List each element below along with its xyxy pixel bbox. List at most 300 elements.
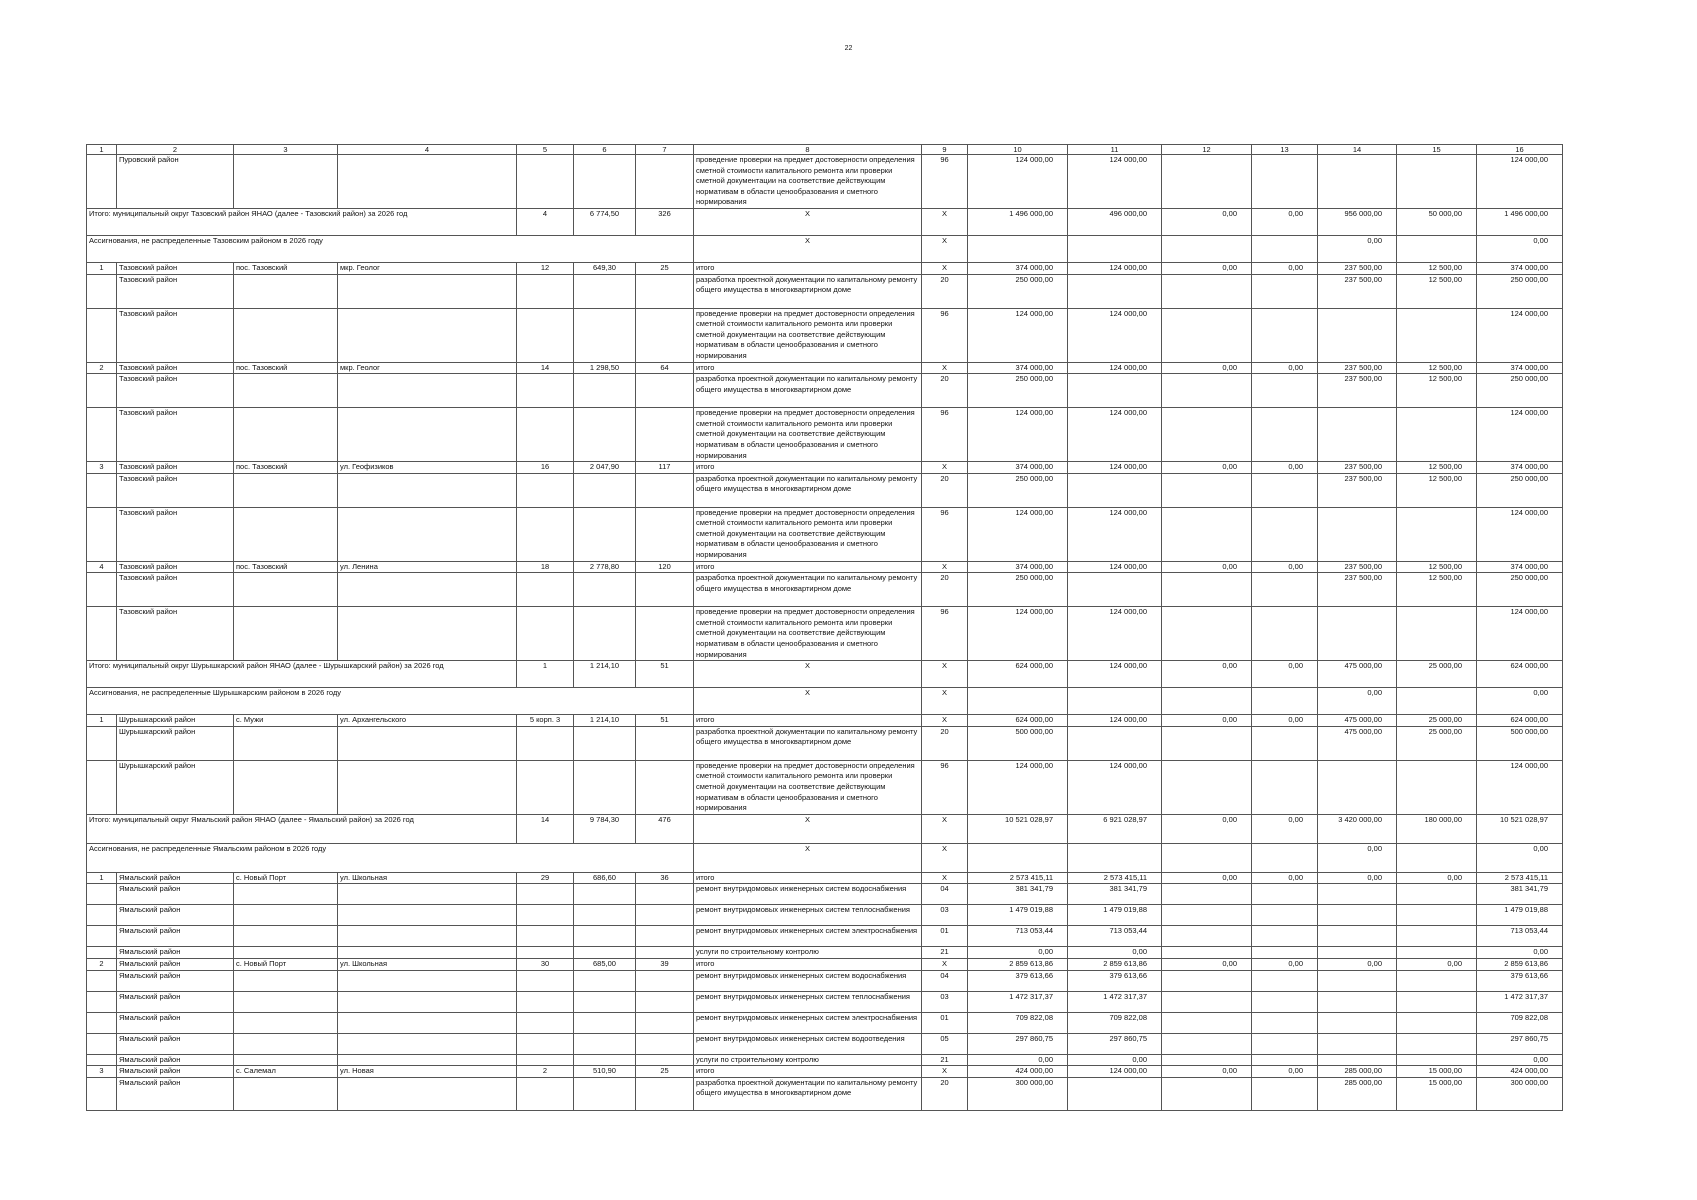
- cell-c4: [338, 991, 517, 1012]
- cell-c7: [636, 970, 694, 991]
- cell-c10: 381 341,79: [968, 884, 1068, 905]
- cell-c4: [338, 374, 517, 408]
- cell-c8: итого: [694, 362, 922, 374]
- cell-c11: 381 341,79: [1068, 884, 1162, 905]
- cell-c16: 300 000,00: [1477, 1077, 1563, 1110]
- cell-c5: [517, 1054, 574, 1066]
- cell-c1: [87, 573, 117, 607]
- cell-c3: [234, 607, 338, 661]
- cell-c6: 2 778,80: [574, 561, 636, 573]
- cell-c13: [1252, 926, 1318, 947]
- cell-c5: [517, 607, 574, 661]
- cell-c16: 250 000,00: [1477, 274, 1563, 308]
- cell-c10: [968, 843, 1068, 872]
- cell-c13: [1252, 374, 1318, 408]
- table-row: [87, 362, 1563, 374]
- cell-c11: 124 000,00: [1068, 715, 1162, 727]
- cell-c13: 0,00: [1252, 208, 1318, 235]
- cell-c13: [1252, 1077, 1318, 1110]
- cell-c16: 250 000,00: [1477, 473, 1563, 507]
- cell-label: Итого: муниципальный округ Ямальский район ЯНАО (далее - Ямальский район) за 2026 год: [87, 814, 517, 843]
- cell-c12: 0,00: [1162, 958, 1252, 970]
- cell-c10: 10 521 028,97: [968, 814, 1068, 843]
- cell-c13: [1252, 991, 1318, 1012]
- cell-c8: разработка проектной документации по капитальному ремонту общего имущества в многоквартирном доме: [694, 473, 922, 507]
- cell-c5: [517, 947, 574, 959]
- cell-c12: [1162, 926, 1252, 947]
- cell-c10: 250 000,00: [968, 573, 1068, 607]
- cell-c14: 237 500,00: [1318, 362, 1397, 374]
- cell-c10: 1 472 317,37: [968, 991, 1068, 1012]
- table-row: [87, 208, 1563, 235]
- cell-c10: 250 000,00: [968, 374, 1068, 408]
- cell-c6: 1 298,50: [574, 362, 636, 374]
- cell-c2: Тазовский район: [117, 374, 234, 408]
- cell-c11: [1068, 843, 1162, 872]
- cell-c16: 424 000,00: [1477, 1066, 1563, 1078]
- cell-c15: 15 000,00: [1397, 1066, 1477, 1078]
- cell-c15: [1397, 688, 1477, 715]
- cell-c9: X: [922, 661, 968, 688]
- table-row: [87, 274, 1563, 308]
- cell-c6: [574, 374, 636, 408]
- cell-c12: 0,00: [1162, 872, 1252, 884]
- cell-c4: [338, 905, 517, 926]
- cell-c9: X: [922, 462, 968, 474]
- cell-c15: 12 500,00: [1397, 262, 1477, 274]
- cell-label: Ассигнования, не распределенные Тазовским районом в 2026 году: [87, 235, 694, 262]
- cell-c3: [234, 947, 338, 959]
- cell-c11: 6 921 028,97: [1068, 814, 1162, 843]
- cell-c8: итого: [694, 872, 922, 884]
- cell-c7: [636, 926, 694, 947]
- cell-c14: 237 500,00: [1318, 573, 1397, 607]
- cell-c9: 96: [922, 155, 968, 209]
- cell-c13: 0,00: [1252, 958, 1318, 970]
- cell-c3: [234, 473, 338, 507]
- cell-c1: [87, 607, 117, 661]
- cell-c6: [574, 991, 636, 1012]
- cell-c2: Тазовский район: [117, 408, 234, 462]
- cell-c3: пос. Тазовский: [234, 462, 338, 474]
- cell-c8: проведение проверки на предмет достоверности определения сметной стоимости капитального ремонта или проверки сметной документации на соответствие действующим нормативам в области ценообразования и сметного нормирования: [694, 155, 922, 209]
- cell-c13: [1252, 408, 1318, 462]
- cell-c3: пос. Тазовский: [234, 262, 338, 274]
- cell-c5: [517, 507, 574, 561]
- cell-c5: 18: [517, 561, 574, 573]
- cell-c16: 124 000,00: [1477, 408, 1563, 462]
- cell-c11: 124 000,00: [1068, 507, 1162, 561]
- cell-c2: Тазовский район: [117, 573, 234, 607]
- cell-c15: 12 500,00: [1397, 362, 1477, 374]
- cell-c11: [1068, 374, 1162, 408]
- cell-c6: [574, 970, 636, 991]
- cell-c15: 12 500,00: [1397, 462, 1477, 474]
- cell-c4: ул. Геофизиков: [338, 462, 517, 474]
- cell-c11: 2 573 415,11: [1068, 872, 1162, 884]
- cell-c10: 2 859 613,86: [968, 958, 1068, 970]
- cell-c9: 03: [922, 991, 968, 1012]
- cell-c7: [636, 155, 694, 209]
- table-row: [87, 561, 1563, 573]
- cell-c9: X: [922, 715, 968, 727]
- cell-c1: [87, 905, 117, 926]
- cell-c3: [234, 408, 338, 462]
- cell-c7: 36: [636, 872, 694, 884]
- cell-c15: [1397, 947, 1477, 959]
- cell-c3: [234, 155, 338, 209]
- cell-c13: [1252, 970, 1318, 991]
- cell-label: Ассигнования, не распределенные Ямальским районом в 2026 году: [87, 843, 694, 872]
- cell-c7: [636, 905, 694, 926]
- cell-c2: Ямальский район: [117, 1054, 234, 1066]
- cell-c14: 237 500,00: [1318, 374, 1397, 408]
- cell-c2: Ямальский район: [117, 991, 234, 1012]
- cell-c2: Ямальский район: [117, 884, 234, 905]
- cell-c5: [517, 760, 574, 814]
- cell-c16: 374 000,00: [1477, 362, 1563, 374]
- cell-c12: [1162, 408, 1252, 462]
- cell-c8: ремонт внутридомовых инженерных систем теплоснабжения: [694, 905, 922, 926]
- cell-c13: [1252, 573, 1318, 607]
- cell-c15: [1397, 760, 1477, 814]
- cell-c11: [1068, 573, 1162, 607]
- cell-c3: [234, 760, 338, 814]
- cell-c10: 374 000,00: [968, 561, 1068, 573]
- cell-c13: [1252, 688, 1318, 715]
- table-row: [87, 1077, 1563, 1110]
- cell-c8: услуги по строительному контролю: [694, 947, 922, 959]
- cell-c5: 4: [517, 208, 574, 235]
- cell-c8: X: [694, 814, 922, 843]
- cell-c10: 624 000,00: [968, 661, 1068, 688]
- cell-c8: X: [694, 661, 922, 688]
- cell-c16: 0,00: [1477, 1054, 1563, 1066]
- cell-c8: разработка проектной документации по капитальному ремонту общего имущества в многоквартирном доме: [694, 1077, 922, 1110]
- cell-c5: [517, 473, 574, 507]
- cell-c9: 04: [922, 884, 968, 905]
- cell-c12: [1162, 235, 1252, 262]
- cell-c2: Тазовский район: [117, 262, 234, 274]
- cell-c14: [1318, 408, 1397, 462]
- cell-c16: 1 479 019,88: [1477, 905, 1563, 926]
- cell-c14: 237 500,00: [1318, 473, 1397, 507]
- cell-c8: разработка проектной документации по капитальному ремонту общего имущества в многоквартирном доме: [694, 374, 922, 408]
- cell-c15: [1397, 607, 1477, 661]
- cell-c1: [87, 760, 117, 814]
- cell-c9: X: [922, 561, 968, 573]
- cell-c5: 14: [517, 814, 574, 843]
- cell-c1: 3: [87, 1066, 117, 1078]
- table-row: [87, 726, 1563, 760]
- cell-c16: 379 613,66: [1477, 970, 1563, 991]
- cell-c7: 25: [636, 262, 694, 274]
- cell-c13: 0,00: [1252, 1066, 1318, 1078]
- cell-c8: проведение проверки на предмет достоверности определения сметной стоимости капитального ремонта или проверки сметной документации на соответствие действующим нормативам в области ценообразования и сметного нормирования: [694, 408, 922, 462]
- cell-c6: 649,30: [574, 262, 636, 274]
- cell-c13: [1252, 607, 1318, 661]
- cell-c5: [517, 573, 574, 607]
- cell-c10: 124 000,00: [968, 155, 1068, 209]
- cell-c10: 1 496 000,00: [968, 208, 1068, 235]
- table-row: [87, 814, 1563, 843]
- cell-c1: [87, 947, 117, 959]
- cell-c9: 96: [922, 607, 968, 661]
- cell-c8: итого: [694, 561, 922, 573]
- cell-c7: [636, 947, 694, 959]
- cell-c13: [1252, 884, 1318, 905]
- cell-c6: [574, 1077, 636, 1110]
- column-number: 13: [1252, 145, 1318, 155]
- cell-c5: [517, 726, 574, 760]
- cell-c6: [574, 1012, 636, 1033]
- cell-c7: [636, 308, 694, 362]
- cell-c9: X: [922, 1066, 968, 1078]
- cell-c2: Шурышкарский район: [117, 760, 234, 814]
- cell-c2: Шурышкарский район: [117, 715, 234, 727]
- cell-c2: Тазовский район: [117, 507, 234, 561]
- cell-c5: [517, 1033, 574, 1054]
- column-number: 5: [517, 145, 574, 155]
- cell-c8: разработка проектной документации по капитальному ремонту общего имущества в многоквартирном доме: [694, 726, 922, 760]
- cell-c2: Тазовский район: [117, 473, 234, 507]
- cell-c14: 475 000,00: [1318, 726, 1397, 760]
- cell-c16: 1 472 317,37: [1477, 991, 1563, 1012]
- cell-c5: [517, 1012, 574, 1033]
- cell-c6: [574, 760, 636, 814]
- cell-c2: Тазовский район: [117, 607, 234, 661]
- cell-c4: [338, 607, 517, 661]
- cell-c2: Тазовский район: [117, 362, 234, 374]
- cell-c3: с. Новый Порт: [234, 872, 338, 884]
- cell-c12: [1162, 274, 1252, 308]
- cell-c8: итого: [694, 715, 922, 727]
- cell-c6: 6 774,50: [574, 208, 636, 235]
- cell-c4: [338, 1054, 517, 1066]
- cell-c3: пос. Тазовский: [234, 561, 338, 573]
- cell-c3: [234, 308, 338, 362]
- cell-c4: [338, 970, 517, 991]
- cell-c1: 2: [87, 958, 117, 970]
- cell-c11: 2 859 613,86: [1068, 958, 1162, 970]
- cell-c16: 10 521 028,97: [1477, 814, 1563, 843]
- cell-c6: 9 784,30: [574, 814, 636, 843]
- cell-c3: [234, 726, 338, 760]
- cell-c4: ул. Архангельского: [338, 715, 517, 727]
- cell-c3: с. Мужи: [234, 715, 338, 727]
- cell-c13: [1252, 947, 1318, 959]
- cell-c2: Ямальский район: [117, 872, 234, 884]
- cell-c9: 03: [922, 905, 968, 926]
- table-row: [87, 155, 1563, 209]
- cell-c5: [517, 408, 574, 462]
- cell-c16: 381 341,79: [1477, 884, 1563, 905]
- cell-c9: 20: [922, 726, 968, 760]
- cell-c3: с. Новый Порт: [234, 958, 338, 970]
- cell-c2: Ямальский район: [117, 1066, 234, 1078]
- cell-c16: 374 000,00: [1477, 462, 1563, 474]
- cell-c9: 01: [922, 1012, 968, 1033]
- cell-c3: [234, 1077, 338, 1110]
- cell-c9: 05: [922, 1033, 968, 1054]
- column-number: 15: [1397, 145, 1477, 155]
- cell-c5: 1: [517, 661, 574, 688]
- cell-c5: [517, 926, 574, 947]
- cell-c13: [1252, 274, 1318, 308]
- cell-c6: [574, 274, 636, 308]
- cell-c8: разработка проектной документации по капитальному ремонту общего имущества в многоквартирном доме: [694, 573, 922, 607]
- table-row: [87, 843, 1563, 872]
- cell-c8: ремонт внутридомовых инженерных систем водоснабжения: [694, 884, 922, 905]
- cell-c7: [636, 507, 694, 561]
- cell-c3: [234, 573, 338, 607]
- cell-c13: [1252, 507, 1318, 561]
- cell-c11: 713 053,44: [1068, 926, 1162, 947]
- cell-c13: [1252, 308, 1318, 362]
- cell-c12: 0,00: [1162, 814, 1252, 843]
- cell-c5: [517, 884, 574, 905]
- cell-c6: 510,90: [574, 1066, 636, 1078]
- column-number: 4: [338, 145, 517, 155]
- cell-c7: 51: [636, 715, 694, 727]
- cell-c7: 25: [636, 1066, 694, 1078]
- cell-c8: ремонт внутридомовых инженерных систем электроснабжения: [694, 1012, 922, 1033]
- cell-c1: [87, 726, 117, 760]
- cell-c14: [1318, 308, 1397, 362]
- cell-c12: [1162, 843, 1252, 872]
- cell-c11: 0,00: [1068, 947, 1162, 959]
- cell-c12: [1162, 374, 1252, 408]
- cell-c14: [1318, 607, 1397, 661]
- cell-c7: [636, 408, 694, 462]
- cell-c7: 117: [636, 462, 694, 474]
- cell-c10: 624 000,00: [968, 715, 1068, 727]
- cell-c12: 0,00: [1162, 561, 1252, 573]
- table-row: [87, 573, 1563, 607]
- column-number: 12: [1162, 145, 1252, 155]
- cell-c14: 475 000,00: [1318, 715, 1397, 727]
- cell-c1: [87, 1012, 117, 1033]
- cell-c11: 124 000,00: [1068, 362, 1162, 374]
- column-number: 8: [694, 145, 922, 155]
- table-row: [87, 1054, 1563, 1066]
- cell-c15: 12 500,00: [1397, 573, 1477, 607]
- cell-c6: [574, 573, 636, 607]
- cell-c16: 124 000,00: [1477, 607, 1563, 661]
- column-number: 3: [234, 145, 338, 155]
- cell-c2: Ямальский район: [117, 905, 234, 926]
- cell-c15: [1397, 507, 1477, 561]
- cell-c9: 20: [922, 1077, 968, 1110]
- cell-c14: 237 500,00: [1318, 262, 1397, 274]
- cell-c13: [1252, 1054, 1318, 1066]
- cell-c6: 686,60: [574, 872, 636, 884]
- cell-c14: 285 000,00: [1318, 1066, 1397, 1078]
- cell-c6: [574, 905, 636, 926]
- cell-c12: 0,00: [1162, 462, 1252, 474]
- cell-c14: 3 420 000,00: [1318, 814, 1397, 843]
- cell-c16: 374 000,00: [1477, 262, 1563, 274]
- cell-c8: итого: [694, 1066, 922, 1078]
- table-row: [87, 308, 1563, 362]
- cell-c2: Шурышкарский район: [117, 726, 234, 760]
- cell-c15: [1397, 1054, 1477, 1066]
- cell-c5: 2: [517, 1066, 574, 1078]
- cell-c4: [338, 308, 517, 362]
- cell-c9: 96: [922, 760, 968, 814]
- cell-c6: [574, 308, 636, 362]
- table-row: [87, 408, 1563, 462]
- cell-c9: 04: [922, 970, 968, 991]
- cell-c1: [87, 507, 117, 561]
- cell-c4: ул. Школьная: [338, 872, 517, 884]
- cell-c5: [517, 970, 574, 991]
- cell-c1: [87, 155, 117, 209]
- cell-c15: [1397, 235, 1477, 262]
- cell-c16: 1 496 000,00: [1477, 208, 1563, 235]
- cell-c9: X: [922, 235, 968, 262]
- cell-c8: проведение проверки на предмет достоверности определения сметной стоимости капитального ремонта или проверки сметной документации на соответствие действующим нормативам в области ценообразования и сметного нормирования: [694, 760, 922, 814]
- cell-c14: 475 000,00: [1318, 661, 1397, 688]
- cell-c8: проведение проверки на предмет достоверности определения сметной стоимости капитального ремонта или проверки сметной документации на соответствие действующим нормативам в области ценообразования и сметного нормирования: [694, 507, 922, 561]
- cell-c9: X: [922, 814, 968, 843]
- table-row: [87, 760, 1563, 814]
- cell-c14: 0,00: [1318, 958, 1397, 970]
- table-row: [87, 991, 1563, 1012]
- cell-c2: Тазовский район: [117, 462, 234, 474]
- cell-c1: [87, 1054, 117, 1066]
- cell-c4: [338, 947, 517, 959]
- cell-c4: мкр. Геолог: [338, 362, 517, 374]
- cell-c11: [1068, 726, 1162, 760]
- cell-c2: Ямальский район: [117, 1033, 234, 1054]
- cell-c12: [1162, 726, 1252, 760]
- table-row: [87, 262, 1563, 274]
- cell-c10: 124 000,00: [968, 607, 1068, 661]
- cell-c4: [338, 926, 517, 947]
- cell-label: Ассигнования, не распределенные Шурышкарским районом в 2026 году: [87, 688, 694, 715]
- cell-c4: мкр. Геолог: [338, 262, 517, 274]
- cell-c10: 300 000,00: [968, 1077, 1068, 1110]
- column-number: 7: [636, 145, 694, 155]
- cell-c16: 124 000,00: [1477, 155, 1563, 209]
- cell-c14: [1318, 1012, 1397, 1033]
- cell-c15: [1397, 408, 1477, 462]
- cell-c15: [1397, 1033, 1477, 1054]
- cell-c12: [1162, 688, 1252, 715]
- cell-c10: [968, 688, 1068, 715]
- cell-c16: 624 000,00: [1477, 715, 1563, 727]
- cell-c13: [1252, 726, 1318, 760]
- cell-c8: X: [694, 208, 922, 235]
- cell-c10: 424 000,00: [968, 1066, 1068, 1078]
- cell-c9: 20: [922, 274, 968, 308]
- cell-c13: 0,00: [1252, 814, 1318, 843]
- cell-c16: 250 000,00: [1477, 374, 1563, 408]
- cell-c9: 96: [922, 408, 968, 462]
- table-row: [87, 970, 1563, 991]
- cell-c11: 124 000,00: [1068, 155, 1162, 209]
- cell-c15: 12 500,00: [1397, 473, 1477, 507]
- cell-c9: 96: [922, 507, 968, 561]
- cell-c10: 124 000,00: [968, 507, 1068, 561]
- cell-c13: 0,00: [1252, 661, 1318, 688]
- cell-c7: [636, 473, 694, 507]
- cell-c12: 0,00: [1162, 715, 1252, 727]
- cell-c8: проведение проверки на предмет достоверности определения сметной стоимости капитального ремонта или проверки сметной документации на соответствие действующим нормативам в области ценообразования и сметного нормирования: [694, 607, 922, 661]
- cell-c1: [87, 1077, 117, 1110]
- cell-c2: Ямальский район: [117, 926, 234, 947]
